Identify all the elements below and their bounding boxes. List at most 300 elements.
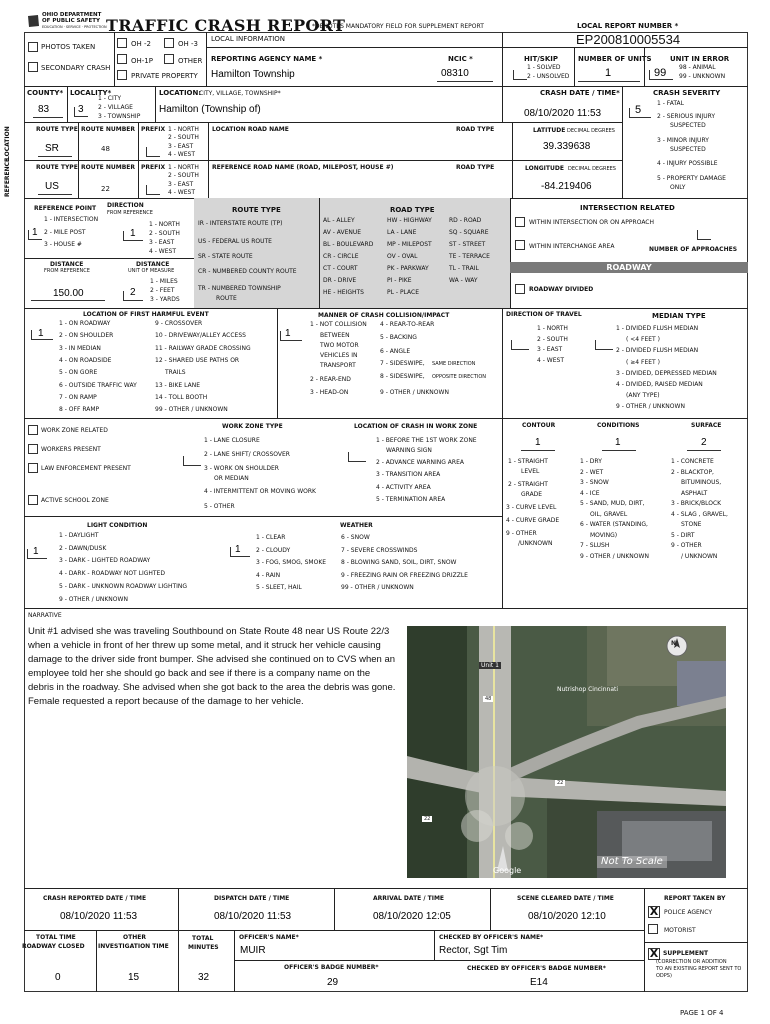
other-investigation-label-1: OTHER	[123, 934, 146, 941]
surf-option: 1 - CONCRETE	[671, 458, 714, 465]
within-interchange-checkbox[interactable]	[515, 240, 525, 250]
logo-line-3: EDUCATION · SERVICE · PROTECTION	[42, 25, 107, 29]
cond-option: 7 - SLUSH	[580, 542, 610, 549]
conditions-value[interactable]: 1	[615, 437, 621, 448]
cond-option: 2 - WET	[580, 468, 604, 476]
road-type-option: PI - PIKE	[387, 277, 412, 284]
divider	[512, 122, 513, 198]
oh2-label: OH -2	[131, 40, 151, 48]
direction-option-4: 4 - WEST	[149, 248, 176, 255]
bracket	[27, 549, 47, 559]
work-zone-location-1: 1 - BEFORE THE 1ST WORK ZONE	[376, 437, 477, 444]
within-intersection-checkbox[interactable]	[515, 217, 525, 227]
reference-prefix-field[interactable]	[146, 185, 160, 195]
direction-option-1: 1 - NORTH	[149, 221, 180, 228]
work-zone-type-label: WORK ZONE TYPE	[222, 423, 283, 430]
work-zone-type-5: 5 - OTHER	[204, 503, 235, 510]
harm1-option: 4 - ON ROADSIDE	[59, 356, 112, 364]
surf-option: 5 - DIRT	[671, 531, 695, 539]
logo-line-2: OF PUBLIC SAFETY	[42, 18, 101, 24]
supplement-note-1: (CORRECTION OR ADDITION	[656, 959, 727, 965]
police-agency-label: POLICE AGENCY	[664, 909, 713, 916]
county-label: COUNTY*	[27, 89, 64, 97]
locality-option-2: 2 - VILLAGE	[98, 104, 133, 111]
road-type-option: MP - MILEPOST	[387, 241, 432, 248]
other-checkbox[interactable]	[164, 54, 174, 64]
route-type-title: ROUTE TYPE	[232, 206, 281, 214]
divider	[96, 930, 97, 992]
roadway-header: ROADWAY	[510, 262, 748, 273]
reference-prefix-option-1: 1 - NORTH	[168, 164, 199, 171]
weather1-option: 4 - RAIN	[256, 571, 281, 579]
number-of-units-value[interactable]: 1	[605, 67, 612, 79]
distance-label: DISTANCE	[50, 261, 84, 268]
divider	[24, 516, 502, 517]
divider	[38, 156, 72, 157]
distance-unit-option-3: 3 - YARDS	[150, 296, 180, 303]
reference-point-option-3: 3 - HOUSE #	[44, 241, 82, 248]
reference-route-number-label: ROUTE NUMBER	[81, 164, 136, 171]
work-zone-type-4: 4 - INTERMITTENT OR MOVING WORK	[204, 488, 316, 495]
surf-option: / UNKNOWN	[681, 552, 718, 560]
divider	[24, 418, 748, 419]
divider	[510, 198, 511, 308]
latitude-value[interactable]: 39.339638	[543, 141, 591, 152]
divider	[502, 418, 503, 608]
manner-of-crash-label: MANNER OF CRASH COLLISION/IMPACT	[318, 312, 450, 319]
road-type-title: ROAD TYPE	[390, 206, 435, 214]
reference-point-value[interactable]: 1	[32, 227, 38, 238]
divider	[644, 47, 645, 86]
reference-prefix-option-2: 2 - SOUTH	[168, 172, 199, 179]
divider	[574, 47, 575, 86]
road-type-option: RD - ROAD	[449, 217, 482, 224]
location-value[interactable]: Hamilton (Township of)	[159, 104, 261, 115]
secondary-crash-checkbox[interactable]	[28, 62, 38, 72]
law-enforcement-present-checkbox[interactable]	[28, 463, 38, 473]
reference-point-label: REFERENCE POINT	[34, 205, 97, 212]
road-type-option: DR - DRIVE	[323, 277, 357, 284]
divider	[31, 300, 105, 301]
work-zone-location-3: 3 - TRANSITION AREA	[376, 471, 441, 478]
work-zone-type-3: 3 - WORK ON SHOULDER	[204, 465, 279, 472]
page-number: PAGE 1 OF 4	[680, 1009, 724, 1017]
other-investigation-value[interactable]: 15	[128, 972, 140, 983]
manner-option-6: 6 - ANGLE	[380, 348, 411, 355]
median-type-label: MEDIAN TYPE	[652, 312, 706, 320]
manner-option-1e: TRANSPORT	[320, 362, 356, 369]
distance-unit-option-1: 1 - MILES	[150, 278, 178, 285]
distance-unit-label: DISTANCE	[136, 261, 170, 268]
lightopts-option: 5 - DARK - UNKNOWN ROADWAY LIGHTING	[59, 582, 188, 590]
contour-option-2: 2 - STRAIGHT	[508, 481, 548, 488]
conditions-label: CONDITIONS	[597, 422, 640, 429]
harm2-option: 14 - TOLL BOOTH	[155, 393, 208, 401]
work-zone-location-field[interactable]	[348, 452, 366, 462]
ohio-state-icon	[26, 14, 40, 28]
report-taken-by-label: REPORT TAKEN BY	[664, 895, 726, 902]
reference-road-name-label: REFERENCE ROAD NAME (ROAD, MILEPOST, HOUSE #)	[212, 164, 394, 171]
photos-taken-checkbox[interactable]	[28, 42, 38, 52]
crash-date-label: CRASH DATE / TIME*	[540, 89, 620, 97]
work-zone-type-field[interactable]	[183, 456, 201, 466]
manner-of-crash-value[interactable]: 1	[285, 328, 291, 339]
road-type-option: CT - COURT	[323, 265, 358, 272]
longitude-value[interactable]: -84.219406	[541, 181, 592, 192]
weather-label: WEATHER	[340, 522, 373, 529]
road-type-option: ST - STREET	[449, 241, 486, 248]
divider	[24, 160, 622, 161]
median-option: 1 - DIVIDED FLUSH MEDIAN	[616, 325, 699, 332]
officer-badge-value[interactable]: 29	[327, 977, 339, 988]
route-type-label: ROUTE TYPE	[36, 126, 78, 133]
law-enforcement-present-label: LAW ENFORCEMENT PRESENT	[41, 465, 131, 472]
bracket	[74, 107, 88, 117]
severity-option-3b: SUSPECTED	[670, 146, 706, 153]
bracket	[123, 231, 143, 241]
manner-option-1b: BETWEEN	[320, 332, 350, 339]
checked-by-badge-value[interactable]: E14	[530, 977, 548, 988]
road-type-option: TE - TERRACE	[449, 253, 490, 260]
weather2-option: 9 - FREEZING RAIN OR FREEZING DRIZZLE	[341, 571, 468, 579]
divider	[206, 47, 502, 48]
surf-option: 2 - BLACKTOP,	[671, 468, 714, 476]
divider	[67, 86, 68, 122]
harm1-option: 5 - ON GORE	[59, 369, 98, 377]
harm1-option: 3 - IN MEDIAN	[59, 344, 101, 352]
workers-present-label: WORKERS PRESENT	[41, 446, 101, 453]
bracket	[649, 70, 673, 80]
divider	[490, 888, 491, 930]
workers-present-checkbox[interactable]	[28, 444, 38, 454]
light-condition-label: LIGHT CONDITION	[87, 522, 148, 529]
divider	[334, 888, 335, 930]
divider	[24, 258, 194, 259]
reference-route-type-label: ROUTE TYPE	[36, 164, 78, 171]
total-time-value[interactable]: 0	[55, 972, 61, 983]
first-harmful-event-value[interactable]: 1	[38, 328, 44, 339]
crash-date-value[interactable]: 08/10/2020 11:53	[524, 108, 602, 119]
divider	[434, 930, 435, 960]
harm1-option: 8 - OFF RAMP	[59, 406, 100, 414]
work-zone-location-5: 5 - TERMINATION AREA	[376, 496, 446, 503]
contour-option-1: 1 - STRAIGHT	[508, 458, 548, 465]
bracket	[629, 108, 651, 118]
checked-by-badge-label: CHECKED BY OFFICER'S BADGE NUMBER*	[467, 965, 606, 972]
location-label-bold: LOCATION:	[159, 89, 202, 97]
manner-option-4: 4 - REAR-TO-REAR	[380, 321, 435, 328]
other-investigation-label-2: INVESTIGATION TIME	[98, 943, 169, 950]
severity-option-3: 3 - MINOR INJURY	[657, 137, 709, 144]
divider	[644, 942, 748, 943]
map-unit-label: Unit 1	[481, 662, 499, 669]
secondary-crash-label: SECONDARY CRASH	[41, 64, 111, 72]
direction-value[interactable]: 1	[130, 228, 136, 239]
scene-cleared-label: SCENE CLEARED DATE / TIME	[517, 895, 614, 902]
hit-skip-label: HIT/SKIP	[524, 55, 558, 63]
divider	[24, 608, 748, 609]
google-label: Google	[493, 866, 522, 875]
harm2-option: 12 - SHARED USE PATHS OR	[155, 356, 240, 364]
ncic-value[interactable]: 08310	[441, 68, 469, 79]
harm1-option: 1 - ON ROADWAY	[59, 320, 111, 327]
manner-option-2: 2 - REAR-END	[310, 376, 351, 383]
road-type-option: AV - AVENUE	[323, 229, 362, 236]
contour-option-2b: GRADE	[521, 491, 543, 498]
road-type-option: LA - LANE	[387, 229, 417, 236]
direction-option-2: 2 - SOUTH	[149, 230, 180, 237]
side-label-location: LOCATION	[4, 126, 11, 160]
work-zone-location-2: 2 - ADVANCE WARNING AREA	[376, 459, 464, 466]
road-type-option: AL - ALLEY	[323, 217, 355, 224]
harm1-option: 7 - ON RAMP	[59, 393, 97, 401]
number-of-approaches-label: NUMBER OF APPROACHES	[649, 246, 738, 253]
prefix-option-2: 2 - SOUTH	[168, 134, 199, 141]
local-information-label: LOCAL INFORMATION	[211, 35, 286, 43]
reference-route-number-value[interactable]: 22	[101, 185, 110, 193]
side-label-reference: REFERENCE	[4, 157, 11, 197]
divider	[437, 81, 493, 82]
prefix-label: PREFIX	[141, 126, 166, 133]
active-school-zone-label: ACTIVE SCHOOL ZONE	[41, 497, 109, 504]
light-condition-value[interactable]: 1	[33, 546, 39, 557]
divider	[24, 888, 748, 889]
distance-value[interactable]: 150.00	[53, 288, 84, 299]
contour-label: CONTOUR	[522, 422, 556, 429]
bracket	[28, 230, 42, 240]
total-time-label-2: ROADWAY CLOSED	[22, 943, 85, 950]
manner-option-8b: OPPOSITE DIRECTION	[432, 374, 487, 380]
contour-value[interactable]: 1	[535, 437, 541, 448]
crash-severity-value[interactable]: 5	[635, 104, 642, 116]
oh2-checkbox[interactable]	[117, 38, 127, 48]
total-minutes-label-1: TOTAL	[192, 935, 214, 942]
ncic-label: NCIC *	[448, 55, 473, 63]
route-type-ir: IR - INTERSTATE ROUTE (TP)	[198, 220, 283, 227]
harm2-option: TRAILS	[165, 369, 186, 377]
prefix-option-1: 1 - NORTH	[168, 126, 199, 133]
severity-option-2: 2 - SERIOUS INJURY	[657, 113, 716, 120]
divider	[155, 86, 156, 122]
map-business-label: Nutrishop Cincinnati	[557, 686, 619, 693]
locality-value[interactable]: 3	[78, 104, 84, 115]
oh3-checkbox[interactable]	[164, 38, 174, 48]
crash-reported-label: CRASH REPORTED DATE / TIME	[43, 895, 147, 902]
divider	[78, 122, 79, 198]
prefix-option-4: 4 - WEST	[168, 151, 195, 158]
direction-travel-field-1[interactable]	[511, 340, 529, 350]
divider	[24, 122, 622, 123]
median-option: ( ≥4 FEET )	[626, 358, 660, 366]
oh3-label: OH -3	[178, 40, 198, 48]
longitude-decimal-label: DECIMAL DEGREES	[568, 166, 616, 172]
work-zone-type-3b: OR MEDIAN	[214, 475, 249, 482]
direction-travel-field-2[interactable]	[595, 340, 613, 350]
harm2-option: 13 - BIKE LANE	[155, 381, 200, 389]
surface-label: SURFACE	[691, 422, 722, 429]
work-zone-related-checkbox[interactable]	[28, 425, 38, 435]
active-school-zone-checkbox[interactable]	[28, 495, 38, 505]
divider	[208, 122, 209, 198]
divider	[206, 32, 207, 86]
divider	[24, 86, 748, 87]
hit-skip-field[interactable]	[513, 70, 527, 80]
route-type-tr-2: ROUTE	[216, 295, 237, 302]
officer-name-label: OFFICER'S NAME*	[239, 934, 299, 941]
manner-option-9: 9 - OTHER / UNKNOWN	[380, 389, 449, 396]
county-value[interactable]: 83	[38, 104, 50, 115]
cond-option: 6 - WATER (STANDING,	[580, 521, 648, 528]
bracket	[123, 291, 143, 301]
roadway-divided-checkbox[interactable]	[515, 284, 525, 294]
crash-reported-value[interactable]: 08/10/2020 11:53	[60, 911, 138, 922]
logo-line-1: OHIO DEPARTMENT	[42, 12, 102, 18]
supplement-checkbox[interactable]: X	[649, 947, 659, 960]
route-type-tr: TR - NUMBERED TOWNSHIP	[198, 285, 281, 292]
locality-label: LOCALITY*	[70, 89, 112, 97]
prefix-option-3: 3 - EAST	[168, 143, 194, 150]
total-minutes-value[interactable]: 32	[198, 972, 210, 983]
map-route-48: 48	[485, 696, 492, 702]
contour-option-1b: LEVEL	[521, 468, 540, 475]
manner-option-3: 3 - HEAD-ON	[310, 389, 349, 396]
divider	[234, 930, 235, 992]
distance-unit-value[interactable]: 2	[130, 287, 136, 298]
oh1p-checkbox[interactable]	[117, 54, 127, 64]
divider	[502, 47, 748, 48]
narrative-text: Unit #1 advised she was traveling Southbound on State Route 48 near US Route 22/3 when a vehicle in front of her threw up some metal, and it struck her vehicle causing damage to the driver side front bumper. She advised she continued on to CVS when an employee told her she should go back and see if there is a company name on the debris in the roadway. She advised when she got back to the area the debris was gone. Female requested a report because of the damage to her vehicle.	[28, 626, 396, 707]
divider	[644, 888, 645, 992]
cond-option: 4 - ICE	[580, 489, 600, 497]
unit-error-option-99: 99 - UNKNOWN	[679, 73, 726, 80]
cond-option: 9 - OTHER / UNKNOWN	[580, 552, 649, 560]
map-route-22-b: 22	[424, 816, 431, 822]
divider	[114, 32, 115, 86]
manner-option-8: 8 - SIDESWIPE,	[380, 373, 425, 380]
unit-in-error-label: UNIT IN ERROR	[670, 55, 730, 63]
unit-error-option-98: 98 - ANIMAL	[679, 64, 716, 71]
compass-icon: N	[671, 640, 677, 647]
crash-map	[407, 626, 726, 878]
private-property-checkbox[interactable]	[117, 70, 127, 80]
arrival-value[interactable]: 08/10/2020 12:05	[373, 911, 451, 922]
work-zone-type-1: 1 - LANE CLOSURE	[204, 437, 260, 444]
contour-option-9b: /UNKNOWN	[518, 540, 553, 547]
route-number-value[interactable]: 48	[101, 145, 110, 153]
harm1-option: 2 - ON SHOULDER	[59, 332, 114, 340]
lightopts-option: 9 - OTHER / UNKNOWN	[59, 595, 128, 603]
officer-badge-label: OFFICER'S BADGE NUMBER*	[284, 964, 379, 971]
longitude-label: LONGITUDE	[525, 165, 564, 172]
reference-route-type-value[interactable]: US	[45, 181, 59, 192]
officer-name-value[interactable]: MUIR	[240, 945, 266, 956]
scene-cleared-value[interactable]: 08/10/2020 12:10	[528, 911, 606, 922]
route-type-value[interactable]: SR	[45, 143, 59, 154]
not-to-scale-label: Not To Scale	[597, 856, 667, 868]
route-number-label: ROUTE NUMBER	[81, 126, 136, 133]
divider	[502, 86, 503, 122]
weather2-option: 6 - SNOW	[341, 534, 370, 541]
bracket	[280, 331, 302, 341]
surf-option: 9 - OTHER	[671, 542, 702, 549]
route-type-us: US - FEDERAL US ROUTE	[198, 238, 272, 245]
route-type-cr: CR - NUMBERED COUNTY ROUTE	[198, 268, 297, 275]
unit-in-error-value[interactable]: 99	[654, 67, 667, 79]
surface-value[interactable]: 2	[701, 437, 707, 448]
report-title: TRAFFIC CRASH REPORT	[106, 16, 346, 35]
narrative-label: NARRATIVE	[28, 612, 62, 619]
weather2-option: 99 - OTHER / UNKNOWN	[341, 584, 414, 591]
total-time-label-1: TOTAL TIME	[36, 934, 76, 941]
surf-option: ASPHALT	[681, 489, 708, 497]
road-type-option: PK - PARKWAY	[387, 265, 429, 272]
harm2-option: 9 - CROSSOVER	[155, 320, 203, 327]
number-of-units-label: NUMBER OF UNITS	[578, 55, 652, 63]
median-option: 9 - OTHER / UNKNOWN	[616, 403, 685, 411]
median-option: 2 - DIVIDED FLUSH MEDIAN	[616, 347, 699, 355]
weather-value[interactable]: 1	[235, 544, 241, 555]
prefix-field[interactable]	[146, 147, 160, 157]
road-type-label: ROAD TYPE	[456, 126, 495, 133]
ohio-dps-logo	[26, 12, 112, 34]
median-option: ( <4 FEET )	[626, 336, 660, 344]
divider	[502, 32, 503, 86]
weather1-option: 5 - SLEET, HAIL	[256, 584, 302, 591]
dtravel-option: 1 - NORTH	[537, 325, 568, 332]
intersection-related-label: INTERSECTION RELATED	[580, 204, 675, 212]
surf-option: BITUMINOUS,	[681, 479, 722, 486]
local-report-number[interactable]: EP200810005534	[576, 32, 681, 47]
severity-option-5: 5 - PROPERTY DAMAGE	[657, 175, 726, 182]
within-intersection-label: WITHIN INTERSECTION OR ON APPROACH	[529, 219, 655, 226]
roadway-divided-label: ROADWAY DIVIDED	[529, 286, 594, 293]
bracket	[230, 547, 250, 557]
median-option: (ANY TYPE)	[626, 392, 660, 400]
reference-point-option-1: 1 - INTERSECTION	[44, 216, 99, 223]
direction-option-3: 3 - EAST	[149, 239, 175, 246]
crash-severity-label: CRASH SEVERITY	[653, 89, 721, 97]
surf-option: 4 - SLAG , GRAVEL,	[671, 510, 728, 518]
oh1p-label: OH-1P	[131, 57, 153, 65]
divider	[502, 308, 503, 418]
contour-option-3: 3 - CURVE LEVEL	[506, 504, 557, 511]
location-label: CITY, VILLAGE, TOWNSHIP*	[199, 90, 281, 97]
divider	[24, 308, 748, 309]
approaches-field[interactable]	[697, 230, 711, 240]
motorist-checkbox[interactable]	[648, 924, 658, 934]
median-option: 3 - DIVIDED, DEPRESSED MEDIAN	[616, 369, 717, 377]
weather1-option: 1 - CLEAR	[256, 534, 286, 541]
police-agency-checkbox[interactable]: X	[649, 905, 659, 918]
aerial-map-image	[407, 626, 726, 878]
divider	[602, 450, 636, 451]
divider	[178, 888, 179, 992]
severity-option-1: 1 - FATAL	[657, 100, 684, 107]
arrival-label: ARRIVAL DATE / TIME	[373, 895, 445, 902]
harm2-option: 10 - DRIVEWAY/ALLEY ACCESS	[155, 332, 246, 340]
checked-by-name-value[interactable]: Rector, Sgt Tim	[439, 945, 508, 956]
weather1-option: 2 - CLOUDY	[256, 546, 291, 554]
bracket	[31, 330, 53, 340]
reference-prefix-label: PREFIX	[141, 164, 166, 171]
direction-label: DIRECTION	[107, 202, 144, 209]
divider	[33, 117, 63, 118]
divider	[24, 930, 644, 931]
reporting-agency-value[interactable]: Hamilton Township	[211, 69, 295, 80]
route-type-sr: SR - STATE ROUTE	[198, 253, 253, 260]
divider	[578, 81, 640, 82]
dispatch-value[interactable]: 08/10/2020 11:53	[214, 911, 292, 922]
